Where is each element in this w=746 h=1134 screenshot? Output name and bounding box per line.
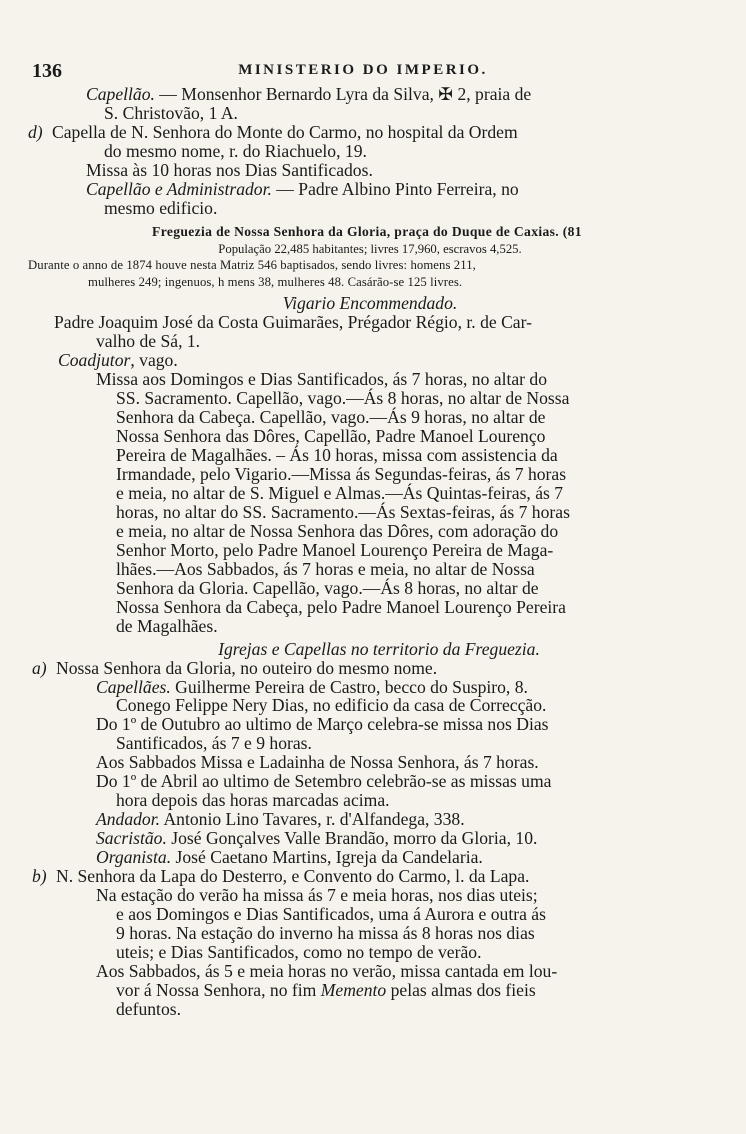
missa-line: Missa aos Domingos e Dias Santificados, ás 7 horas, no altar do — [96, 369, 548, 390]
igreja-b-last-line — [50, 981, 690, 1000]
missa-line: de Magalhães. — [116, 615, 218, 636]
missa-line: Senhora da Gloria. Capellão, vago.—Ás 8 horas, no altar de — [116, 577, 539, 598]
page-header — [32, 60, 694, 84]
vigario-line2: valho de Sá, 1. — [96, 331, 201, 352]
page-number: 136 — [32, 60, 62, 82]
page-body — [28, 84, 690, 1019]
memento-word: Memento — [320, 979, 387, 1000]
organista-text: José Caetano Martins, Igreja da Candelaria. — [171, 847, 483, 868]
missa-schedule — [50, 370, 690, 635]
coadjutor-text: , vago. — [130, 350, 178, 371]
igreja-b-last-pre: vor á Nossa Senhora, no fim — [116, 979, 321, 1000]
missa-line: Nossa Senhora da Cabeça, pelo Padre Manoel Lourenço Pereira — [116, 596, 566, 617]
capella-d-capellao-cont: mesmo edificio. — [104, 197, 218, 218]
andador-text: Antonio Lino Tavares, r. d'Alfandega, 338. — [160, 809, 465, 830]
capella-d-missa: Missa às 10 horas nos Dias Santificados. — [86, 159, 373, 180]
capellao-admin-text: — Padre Albino Pinto Ferreira, no — [271, 178, 519, 199]
missa-line: Nossa Senhora das Dôres, Capellão, Padre Manoel Lourenço — [116, 426, 546, 447]
freguezia-stat-line1: Durante o anno de 1874 houve nesta Matriz 546 baptisados, sendo livres: homens 211, — [28, 258, 476, 273]
missa-line: SS. Sacramento. Capellão, vago.—Ás 8 horas, no altar de Nossa — [116, 388, 570, 409]
capellao-admin-label: Capellão e Administrador. — [86, 178, 272, 199]
igreja-a-andador — [50, 810, 690, 829]
igreja-a-line1: Nossa Senhora da Gloria, no outeiro do mesmo nome. — [56, 657, 438, 678]
igrejas-heading: Igrejas e Capellas no territorio da Freguezia. — [218, 638, 540, 659]
sacristao-text: José Gonçalves Valle Brandão, morro da Gloria, 10. — [166, 828, 538, 849]
igreja-a-abril-cont: hora depois das horas marcadas acima. — [116, 790, 390, 811]
igreja-b-last-post: pelas almas dos fieis — [386, 979, 536, 1000]
entry-letter: a) — [32, 657, 47, 678]
igreja-a-sabbados: Aos Sabbados Missa e Ladainha de Nossa Senhora, ás 7 horas. — [96, 752, 539, 773]
capellaes-text: Guilherme Pereira de Castro, becco do Suspiro, 8. — [170, 676, 528, 697]
freguezia-title: Freguezia de Nossa Senhora da Gloria, praça do Duque de Caxias. (81 — [152, 223, 582, 239]
igreja-b-line: uteis; e Dias Santificados, como no tempo de verão. — [116, 941, 482, 962]
freguezia-population: População 22,485 habitantes; livres 17,960, escravos 4,525. — [218, 241, 522, 256]
igreja-a-organista — [50, 848, 690, 867]
igreja-a-conego: Conego Felippe Nery Dias, no edificio da casa de Correcção. — [116, 695, 547, 716]
capella-d-line1: Capella de N. Senhora do Monte do Carmo, no hospital da Ordem — [52, 121, 518, 142]
entry-letter: b) — [32, 866, 47, 887]
igreja-a-outubro: Do 1º de Outubro ao ultimo de Março celebra-se missa nos Dias — [96, 714, 549, 735]
freguezia-stat-line2: mulheres 249; ingenuos, h mens 38, mulheres 48. Casárão-se 125 livres. — [88, 274, 463, 289]
vigario-line1: Padre Joaquim José da Costa Guimarães, Prégador Régio, r. de Car- — [54, 312, 532, 333]
igreja-b-line: Aos Sabbados, ás 5 e meia horas no verão, missa cantada em lou- — [96, 960, 558, 981]
missa-line: Senhora da Cabeça. Capellão, vago.—Ás 9 horas, no altar de — [116, 407, 546, 428]
capella-d-entry — [22, 123, 690, 142]
running-title: MINISTERIO DO IMPERIO. — [238, 62, 488, 78]
capellaes-label: Capellães. — [96, 676, 171, 697]
igreja-b-entry — [26, 867, 690, 886]
capellao-entry-cont: S. Christovão, 1 A. — [104, 102, 238, 123]
missa-line: e meia, no altar de Nossa Senhora das Dôres, com adoração do — [116, 520, 559, 541]
igreja-a-entry — [26, 659, 690, 678]
sacristao-label: Sacristão. — [96, 828, 167, 849]
vigario-heading: Vigario Encommendado. — [282, 293, 458, 314]
igreja-a-capellaes — [50, 678, 690, 697]
missa-line: Irmandade, pelo Vigario.—Missa ás Segundas-feiras, ás 7 horas — [116, 464, 567, 485]
igreja-b-line: 9 horas. Na estação do inverno ha missa ás 8 horas nos dias — [116, 922, 535, 943]
capella-d-capellao — [50, 180, 690, 199]
missa-line: Senhor Morto, pelo Padre Manoel Lourenço Pereira de Maga- — [116, 539, 554, 560]
igreja-b-final: defuntos. — [116, 998, 181, 1019]
coadjutor-entry — [58, 351, 690, 370]
coadjutor-label: Coadjutor — [58, 350, 131, 371]
missa-line: horas, no altar do SS. Sacramento.—Ás Sextas-feiras, ás 7 horas — [116, 501, 570, 522]
igreja-b-line: Na estação do verão ha missa ás 7 e meia horas, nos dias uteis; — [96, 885, 538, 905]
capella-d-line2: do mesmo nome, r. do Riachuelo, 19. — [104, 140, 367, 161]
andador-label: Andador. — [96, 809, 161, 830]
igreja-a-sacristao — [50, 829, 690, 848]
missa-line: Pereira de Magalhães. – Ás 10 horas, missa com assistencia da — [116, 445, 558, 466]
igreja-a-outubro-cont: Santificados, ás 7 e 9 horas. — [116, 733, 312, 754]
missa-line: e meia, no altar de S. Miguel e Almas.—Ás Quintas-feiras, ás 7 — [116, 482, 564, 503]
entry-letter: d) — [28, 121, 43, 142]
missa-line: lhães.—Aos Sabbados, ás 7 horas e meia, no altar de Nossa — [116, 558, 535, 579]
organista-label: Organista. — [96, 847, 172, 868]
capellao-text: — Monsenhor Bernardo Lyra da Silva, ✠ 2, praia de — [154, 84, 532, 104]
capellao-entry — [50, 85, 690, 104]
igreja-a-abril: Do 1º de Abril ao ultimo de Setembro celebrão-se as missas uma — [96, 771, 552, 792]
capellao-label: Capellão. — [86, 84, 155, 104]
igreja-b-line: e aos Domingos e Dias Santificados, uma á Aurora e outra ás — [116, 903, 546, 924]
igreja-b-line1: N. Senhora da Lapa do Desterro, e Convento do Carmo, l. da Lapa. — [56, 866, 530, 887]
